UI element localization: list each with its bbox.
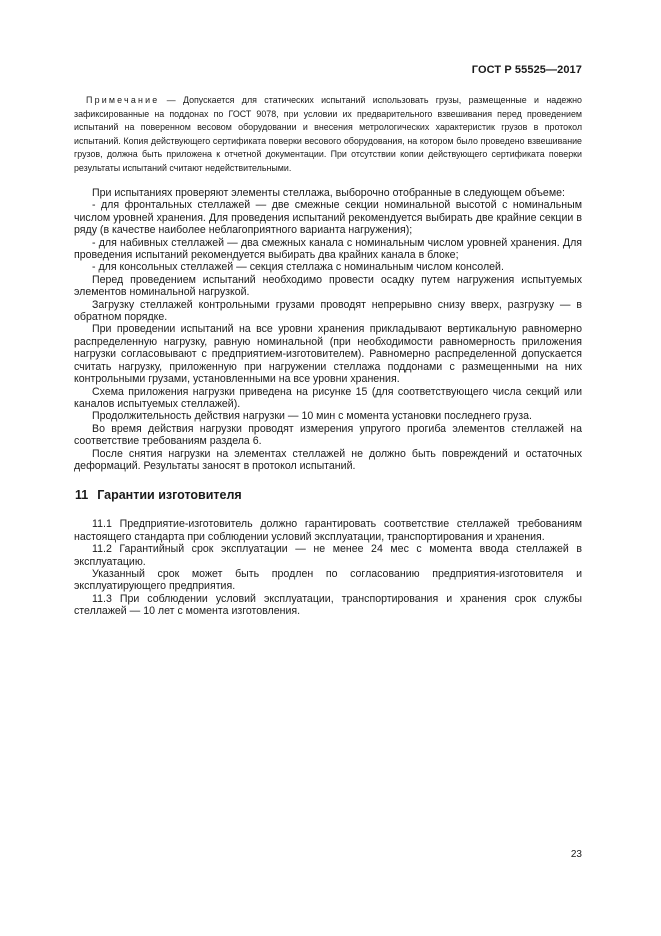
paragraph-extension: Указанный срок может быть продлен по согласованию предприятия-изготовителя и эксплуатирующего предприятия. (74, 567, 582, 593)
clause-11-2: 11.2 Гарантийный срок эксплуатации — не менее 24 мес с момента ввода стеллажей в эксплуатацию. (74, 543, 582, 568)
page-number: 23 (570, 849, 582, 860)
paragraph-loading-order: Загрузку стеллажей контрольными грузами проводят непрерывно снизу вверх, разгрузку — в обратном порядке. (74, 298, 582, 324)
page-content (74, 94, 582, 618)
clause-11-3: 11.3 При соблюдении условий эксплуатации, транспортирования и хранения срок службы стеллажей — 10 лет с момента изготовления. (74, 592, 582, 618)
list-item-frontal: - для фронтальных стеллажей — две смежные секции номинальной высотой с номинальным числом уровней хранения. Для проведения испытаний рекомендуется выбирать две крайние секции в ряду (в качестве наиболее неблагоприятного варианта нагружения); (74, 199, 582, 237)
list-item-cantilever: - для консольных стеллажей — секция стеллажа с номинальным числом консолей. (92, 261, 504, 274)
paragraph-distributed-load: При проведении испытаний на все уровни хранения прикладывают вертикальную равномерно распределенную нагрузку, равную номинальной (при необходимости равномерность приложения нагрузки согласовывают с предприятием-изготовителем). Равномерно распределенной допускается считать нагрузку, приложенную при нагружении стеллажа поддонами с размещенными на них контрольными грузами, установленными на все уровни хранения. (74, 323, 582, 386)
paragraph-after-unloading: После снятия нагрузки на элементах стеллажей не должно быть повреждений и остаточных деформаций. Результаты заносят в протокол испытаний. (74, 447, 582, 472)
note-paragraph (74, 94, 582, 175)
list-item-drive-in: - для набивных стеллажей — два смежных канала с номинальным числом уровней хранения. Для проведения испытаний рекомендуется выбирать два крайних канала в блоке; (74, 236, 582, 262)
clause-11-1: 11.1 Предприятие-изготовитель должно гарантировать соответствие стеллажей требованиям настоящего стандарта при соблюдении условий эксплуатации, транспортирования и хранения. (74, 518, 582, 543)
paragraph-load-scheme: Схема приложения нагрузки приведена на рисунке 15 (для соответствующего числа секций или каналов испытуемых стеллажей). (74, 385, 582, 410)
section-number: 11 (75, 488, 89, 503)
paragraph-deflection: Во время действия нагрузки проводят измерения упругого прогиба элементов стеллажей на соответствие требованиям раздела 6. (74, 422, 582, 448)
note-label: Примечание (86, 95, 160, 105)
paragraph-load-duration: Продолжительность действия нагрузки — 10 мин с момента установки последнего груза. (92, 410, 532, 423)
section-title: Гарантии изготовителя (97, 488, 242, 503)
note-text: — Допускается для статических испытаний использовать грузы, размещенные и надежно зафиксированные на поддонах по ГОСТ 9078, при условии их предварительного взвешивания перед проведением испытаний на поверенном весовом оборудовании и внесения метрологических характеристик грузов в протокол испытаний. Копия действующего сертификата поверки весового оборудования, на котором было проведено взвешивание грузов, должна быть приложена к отчетной документации. При отсутствии копии действующего сертификата поверки результаты испытаний считают недействительными. (74, 95, 582, 173)
standard-header: ГОСТ Р 55525—2017 (471, 64, 582, 76)
paragraph-settling: Перед проведением испытаний необходимо провести осадку путем нагружения испытуемых элементов номинальной нагрузкой. (74, 273, 582, 299)
paragraph-scope: При испытаниях проверяют элементы стеллажа, выборочно отобранные в следующем объеме: (92, 187, 565, 199)
section-heading (74, 488, 582, 502)
